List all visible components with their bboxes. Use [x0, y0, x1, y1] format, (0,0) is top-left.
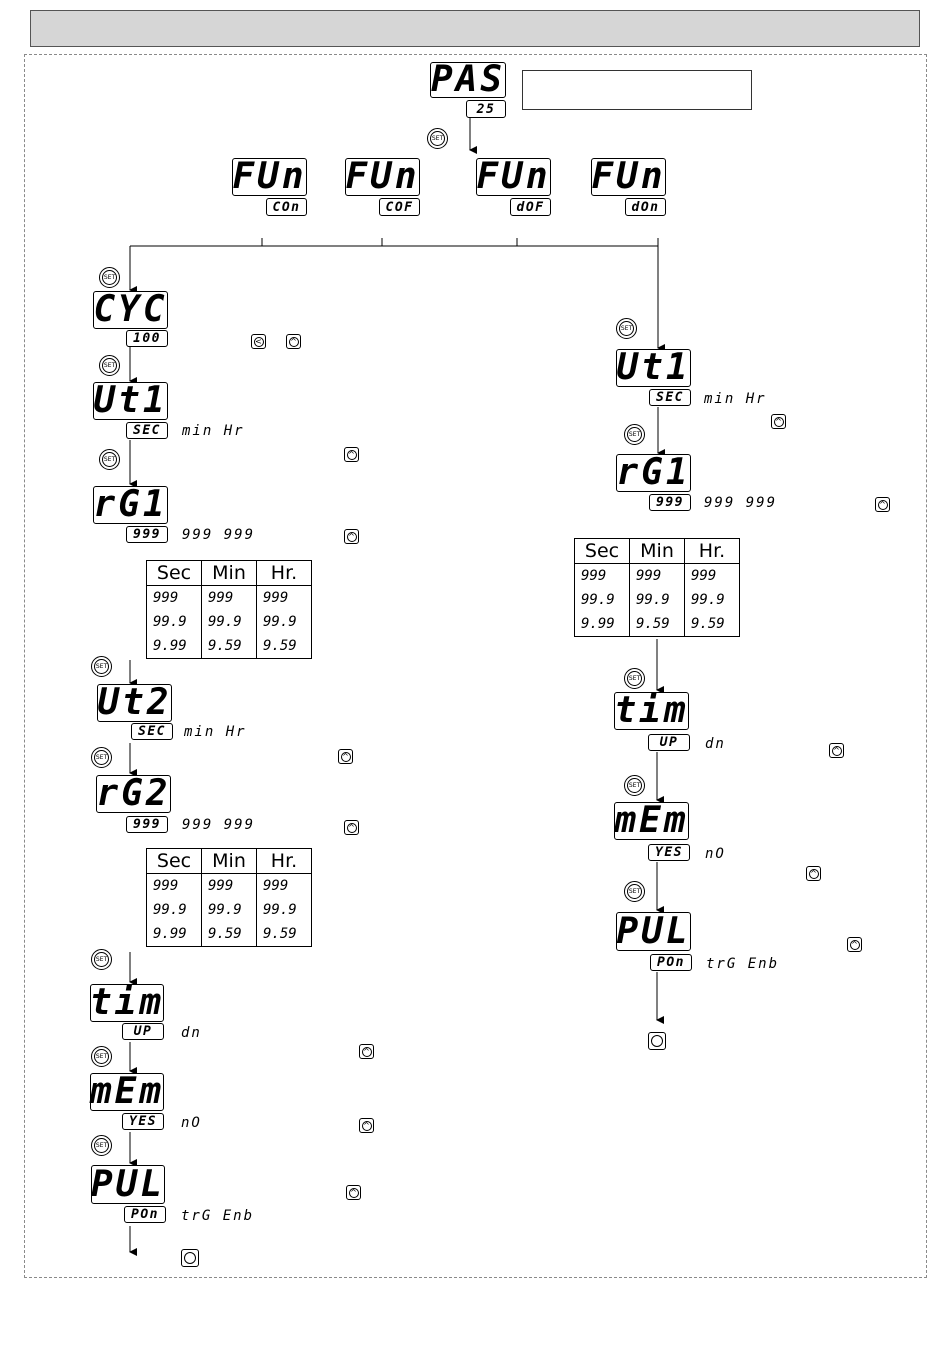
- range-table-header: [147, 561, 312, 586]
- range-cell: 9.99: [147, 634, 202, 659]
- set-button[interactable]: [99, 355, 120, 376]
- up-key-icon: ^: [344, 820, 359, 835]
- right-ut1-value: SEC: [649, 389, 691, 406]
- range-table: [574, 538, 740, 637]
- mem-display: mEm: [89, 1071, 165, 1112]
- mem-options: nO: [181, 1115, 202, 1131]
- table-row: [147, 874, 312, 899]
- right-ut1-options: min Hr: [704, 391, 767, 407]
- set-button[interactable]: [624, 424, 645, 445]
- right-tim-value: UP: [648, 734, 690, 751]
- up-key-icon: ^: [359, 1044, 374, 1059]
- ut1-display: Ut1: [93, 380, 168, 421]
- set-button[interactable]: [427, 128, 448, 149]
- pul-options: trG Enb: [181, 1208, 255, 1224]
- range-cell: 999: [257, 874, 312, 899]
- cyc-display: CYC: [93, 289, 168, 330]
- table-row: [575, 612, 740, 637]
- right-mem-display: mEm: [614, 800, 689, 841]
- set-button-label: SET: [431, 135, 444, 142]
- tim-options: dn: [181, 1025, 202, 1041]
- set-button-label: SET: [95, 663, 108, 670]
- fun-don-value: dOn: [625, 198, 666, 216]
- range-header-min: Min: [202, 561, 257, 586]
- range-table-header: [575, 539, 740, 564]
- table-row: [147, 898, 312, 922]
- range-cell: 99.9: [257, 898, 312, 922]
- cyc-value: 100: [126, 330, 168, 347]
- right-mem-value: YES: [648, 844, 690, 861]
- right-tim-options: dn: [705, 736, 726, 752]
- set-button[interactable]: [91, 949, 112, 970]
- range-cell: 99.9: [575, 588, 630, 612]
- range-header-min: Min: [630, 539, 685, 564]
- right-pul-display: PUL: [616, 910, 691, 952]
- range-header-hr: Hr.: [685, 539, 740, 564]
- set-button[interactable]: [624, 668, 645, 689]
- up-key-icon: ^: [286, 334, 301, 349]
- right-tim-display: tim: [614, 690, 689, 731]
- ut1-options: min Hr: [182, 423, 245, 439]
- up-key-icon: ^: [847, 937, 862, 952]
- range-cell: 999: [575, 564, 630, 589]
- set-button-label: SET: [95, 754, 108, 761]
- table-row: [147, 634, 312, 659]
- range-cell: 99.9: [147, 610, 202, 634]
- range-cell: 999: [202, 586, 257, 611]
- fun-con-value: COn: [266, 198, 307, 216]
- right-mem-options: nO: [705, 846, 726, 862]
- table-row: [147, 586, 312, 611]
- set-button-label: SET: [620, 325, 633, 332]
- rg2-options: 999 999: [182, 817, 256, 833]
- range-cell: 9.99: [147, 922, 202, 947]
- right-rg1-options: 999 999: [704, 495, 778, 511]
- right-rg1-value: 999: [649, 494, 691, 511]
- right-rg1-display: rG1: [616, 452, 691, 493]
- range-header-sec: Sec: [147, 849, 202, 874]
- right-pul-options: trG Enb: [706, 956, 780, 972]
- set-button-label: SET: [103, 456, 116, 463]
- up-key-icon: ^: [338, 749, 353, 764]
- fun-cof-display: FUn: [345, 156, 420, 197]
- fun-con-display: FUn: [232, 156, 307, 197]
- set-button[interactable]: [91, 656, 112, 677]
- tim-display: tim: [89, 982, 165, 1023]
- ut2-options: min Hr: [184, 724, 247, 740]
- range-cell: 99.9: [685, 588, 740, 612]
- range-cell: 9.59: [685, 612, 740, 637]
- table-row: [147, 922, 312, 947]
- set-button-label: SET: [95, 1053, 108, 1060]
- range-header-min: Min: [202, 849, 257, 874]
- up-key-icon: ^: [359, 1118, 374, 1133]
- range-cell: 999: [147, 874, 202, 899]
- range-cell: 9.59: [257, 922, 312, 947]
- pas-value: 25: [466, 100, 506, 118]
- right-ut1-display: Ut1: [616, 347, 691, 388]
- range-cell: 999: [202, 874, 257, 899]
- rg1-display: rG1: [93, 484, 168, 525]
- left-key-icon: <: [251, 334, 266, 349]
- fun-dof-display: FUn: [476, 156, 551, 197]
- up-key-icon: ^: [829, 743, 844, 758]
- fun-don-display: FUn: [591, 156, 666, 197]
- range-table: [146, 848, 312, 947]
- ut2-display: Ut2: [97, 682, 172, 723]
- pul-value: POn: [124, 1206, 166, 1223]
- mem-value: YES: [122, 1113, 164, 1130]
- up-key-icon: ^: [344, 447, 359, 462]
- table-row: [575, 588, 740, 612]
- range-header-hr: Hr.: [257, 849, 312, 874]
- range-cell: 99.9: [202, 898, 257, 922]
- rg1-options: 999 999: [182, 527, 256, 543]
- set-button[interactable]: [99, 449, 120, 470]
- set-button-label: SET: [628, 431, 641, 438]
- range-cell: 9.59: [257, 634, 312, 659]
- range-cell: 9.59: [202, 634, 257, 659]
- set-button[interactable]: [91, 1046, 112, 1067]
- range-cell: 999: [147, 586, 202, 611]
- up-key-icon: ^: [875, 497, 890, 512]
- end-key-icon: [648, 1032, 666, 1050]
- set-button-label: SET: [628, 675, 641, 682]
- ut2-value: SEC: [131, 723, 173, 740]
- table-row: [147, 610, 312, 634]
- up-key-icon: ^: [346, 1185, 361, 1200]
- range-cell: 99.9: [202, 610, 257, 634]
- range-cell: 99.9: [630, 588, 685, 612]
- up-key-icon: ^: [344, 529, 359, 544]
- range-cell: 9.59: [202, 922, 257, 947]
- set-button[interactable]: [91, 1135, 112, 1156]
- pul-display: PUL: [90, 1163, 166, 1205]
- range-cell: 999: [257, 586, 312, 611]
- range-cell: 9.59: [630, 612, 685, 637]
- set-button-label: SET: [95, 1142, 108, 1149]
- pas-display: PAS: [430, 59, 506, 100]
- set-button-label: SET: [628, 782, 641, 789]
- set-button[interactable]: [624, 881, 645, 902]
- rg1-value: 999: [126, 526, 168, 543]
- range-table-header: [147, 849, 312, 874]
- range-cell: 99.9: [147, 898, 202, 922]
- set-button-label: SET: [103, 362, 116, 369]
- end-key-icon: [181, 1249, 199, 1267]
- fun-cof-value: COF: [379, 198, 420, 216]
- up-key-icon: ^: [806, 866, 821, 881]
- range-table: [146, 560, 312, 659]
- right-pul-value: POn: [650, 954, 692, 971]
- rg2-display: rG2: [96, 773, 171, 814]
- set-button-label: SET: [103, 274, 116, 281]
- range-cell: 999: [685, 564, 740, 589]
- set-button[interactable]: [624, 775, 645, 796]
- set-button[interactable]: [99, 267, 120, 288]
- rg2-value: 999: [126, 816, 168, 833]
- range-cell: 9.99: [575, 612, 630, 637]
- table-row: [575, 564, 740, 589]
- set-button[interactable]: [616, 318, 637, 339]
- ut1-value: SEC: [126, 422, 168, 439]
- set-button-label: SET: [95, 956, 108, 963]
- set-button-label: SET: [628, 888, 641, 895]
- range-cell: 999: [630, 564, 685, 589]
- range-header-sec: Sec: [575, 539, 630, 564]
- range-header-hr: Hr.: [257, 561, 312, 586]
- up-key-icon: ^: [771, 414, 786, 429]
- fun-dof-value: dOF: [510, 198, 551, 216]
- set-button[interactable]: [91, 747, 112, 768]
- tim-value: UP: [122, 1023, 164, 1040]
- range-cell: 99.9: [257, 610, 312, 634]
- range-header-sec: Sec: [147, 561, 202, 586]
